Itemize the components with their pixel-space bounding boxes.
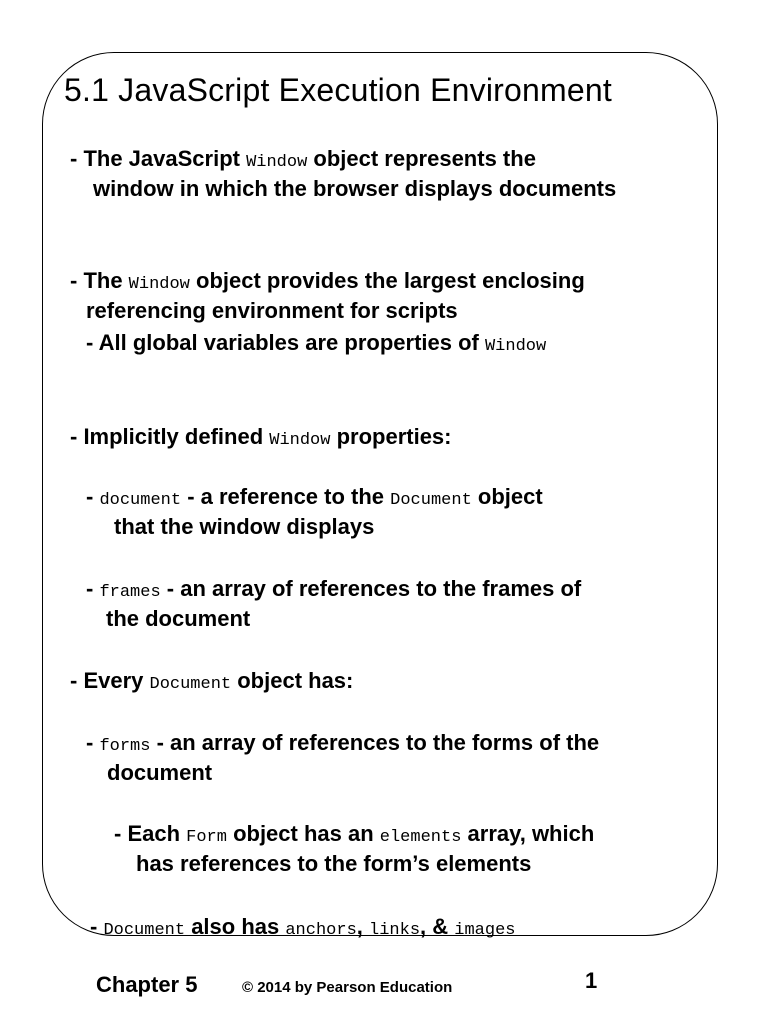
bullet-frames-property: - frames - an array of references to the frames of bbox=[86, 576, 582, 602]
bullet-implicit-properties: - Implicitly defined Window properties: bbox=[70, 424, 452, 450]
bullet-forms-property-cont: document bbox=[107, 760, 213, 785]
bullet-window-object: - The JavaScript Window object represents the bbox=[70, 146, 536, 172]
page-number: 1 bbox=[585, 968, 598, 993]
bullet-form-elements: - Each Form object has an elements array, which bbox=[114, 821, 595, 847]
bullet-enclosing-environment: - The Window object provides the largest enclosing bbox=[70, 268, 585, 294]
footer-chapter: Chapter 5 bbox=[96, 972, 198, 997]
bullet-document-property-cont: that the window displays bbox=[114, 514, 375, 539]
bullet-document-property: - document - a reference to the Document object bbox=[86, 484, 543, 510]
slide-title: 5.1 JavaScript Execution Environment bbox=[64, 72, 612, 108]
bullet-window-object-cont: window in which the browser displays documents bbox=[93, 176, 617, 201]
footer-copyright: © 2014 by Pearson Education bbox=[242, 979, 453, 996]
bullet-global-variables: - All global variables are properties of Window bbox=[86, 330, 547, 356]
bullet-enclosing-environment-cont: referencing environment for scripts bbox=[86, 298, 458, 323]
bullet-document-collections: - Document also has anchors, links, & images bbox=[90, 914, 516, 940]
bullet-forms-property: - forms - an array of references to the forms of the bbox=[86, 730, 600, 756]
bullet-every-document: - Every Document object has: bbox=[70, 668, 354, 694]
bullet-form-elements-cont: has references to the form’s elements bbox=[136, 851, 532, 876]
bullet-frames-property-cont: the document bbox=[106, 606, 251, 631]
